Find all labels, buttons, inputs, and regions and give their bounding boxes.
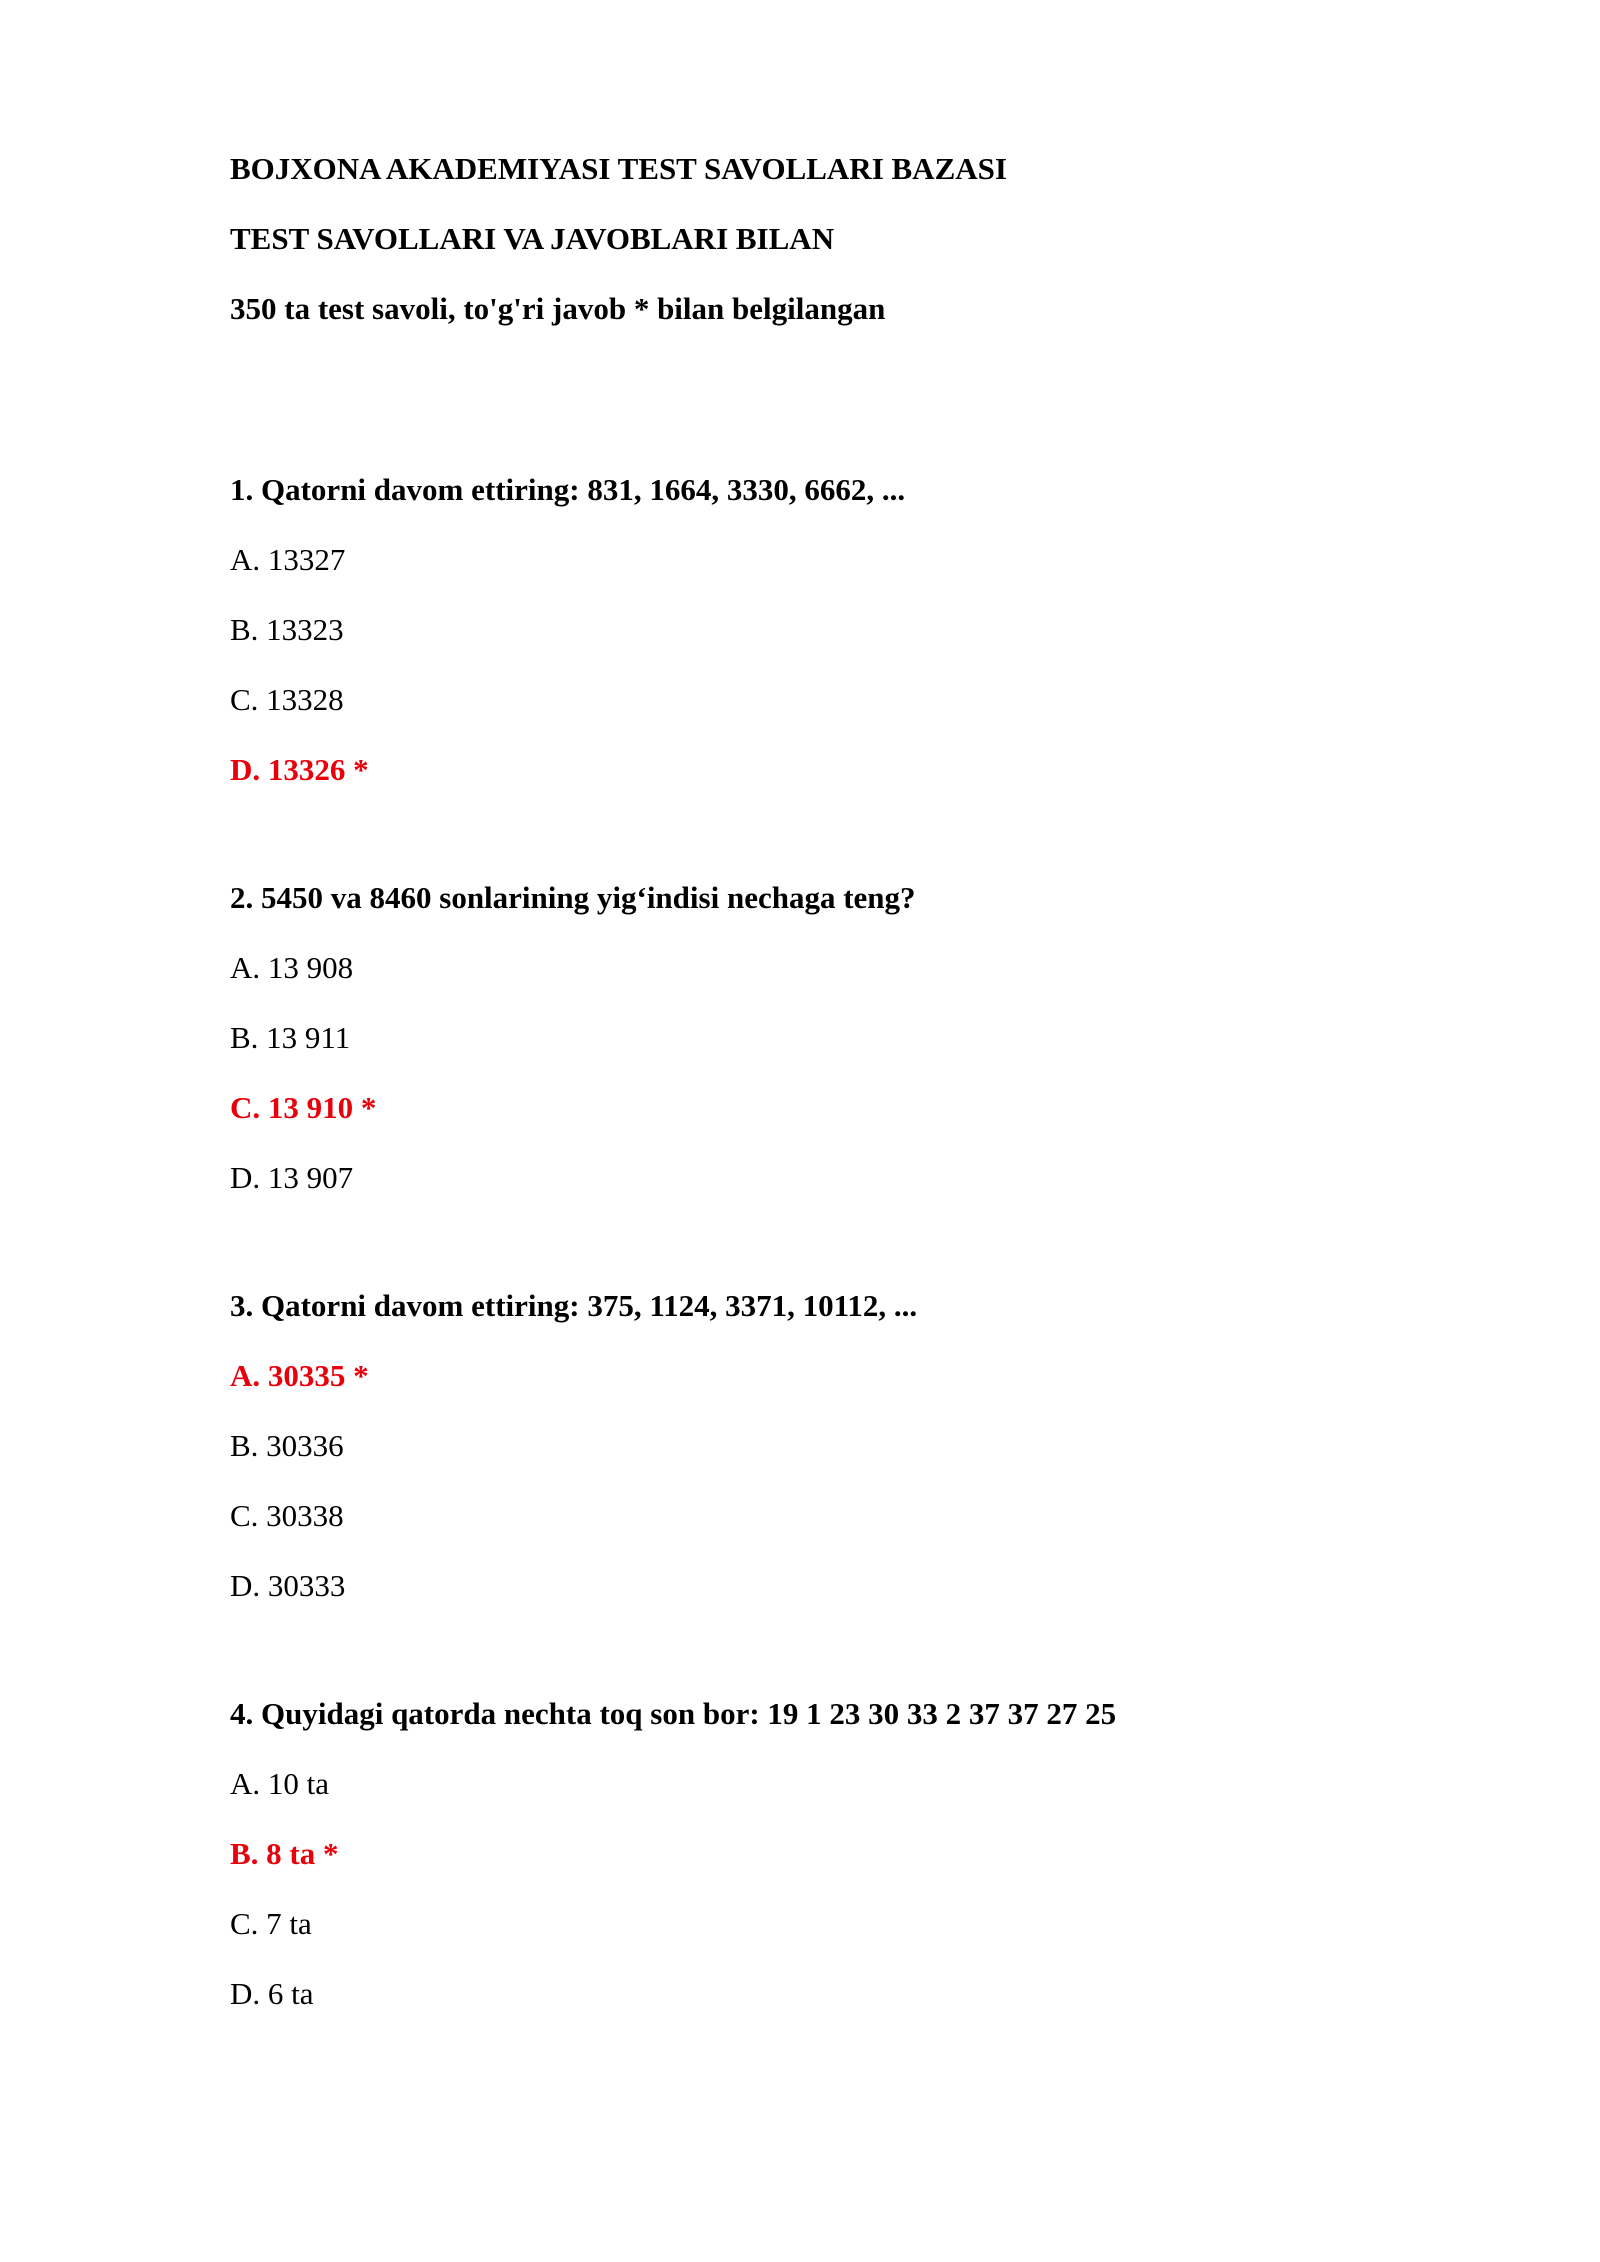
answer-option-correct: C. 13 910 *: [230, 1090, 377, 1125]
answer-option: D. 13 907: [230, 1160, 354, 1195]
question-block: [230, 1287, 1430, 1605]
question-text: 1. Qatorni davom ettiring: 831, 1664, 3330, 6662, ...: [230, 472, 906, 507]
question-block: [230, 1695, 1430, 2013]
question-block: [230, 471, 1430, 789]
answer-option: B. 30336: [230, 1428, 344, 1463]
answer-option-correct: D. 13326 *: [230, 752, 369, 787]
answer-option: B. 13 911: [230, 1020, 351, 1055]
answer-option: D. 6 ta: [230, 1976, 314, 2011]
question-text: 3. Qatorni davom ettiring: 375, 1124, 3371, 10112, ...: [230, 1288, 918, 1323]
answer-option: A. 10 ta: [230, 1766, 330, 1801]
document-content: [230, 150, 1430, 2103]
question-list: [230, 471, 1430, 2013]
document-note: 350 ta test savoli, to'g'ri javob * bilan belgilangan: [230, 291, 886, 326]
answer-option: C. 13328: [230, 682, 344, 717]
document-title: BOJXONA AKADEMIYASI TEST SAVOLLARI BAZASI: [230, 151, 1007, 186]
answer-option: C. 30338: [230, 1498, 344, 1533]
answer-option: C. 7 ta: [230, 1906, 312, 1941]
answer-option-correct: A. 30335 *: [230, 1358, 369, 1393]
answer-option-correct: B. 8 ta *: [230, 1836, 339, 1871]
answer-option: B. 13323: [230, 612, 344, 647]
answer-option: D. 30333: [230, 1568, 346, 1603]
answer-option: A. 13 908: [230, 950, 354, 985]
question-text: 2. 5450 va 8460 sonlarining yig‘indisi nechaga teng?: [230, 880, 916, 915]
question-text: 4. Quyidagi qatorda nechta toq son bor: 19 1 23 30 33 2 37 37 27 25: [230, 1696, 1117, 1731]
document-header: [230, 150, 1430, 328]
document-subtitle: TEST SAVOLLARI VA JAVOBLARI BILAN: [230, 221, 835, 256]
answer-option: A. 13327: [230, 542, 346, 577]
question-block: [230, 879, 1430, 1197]
